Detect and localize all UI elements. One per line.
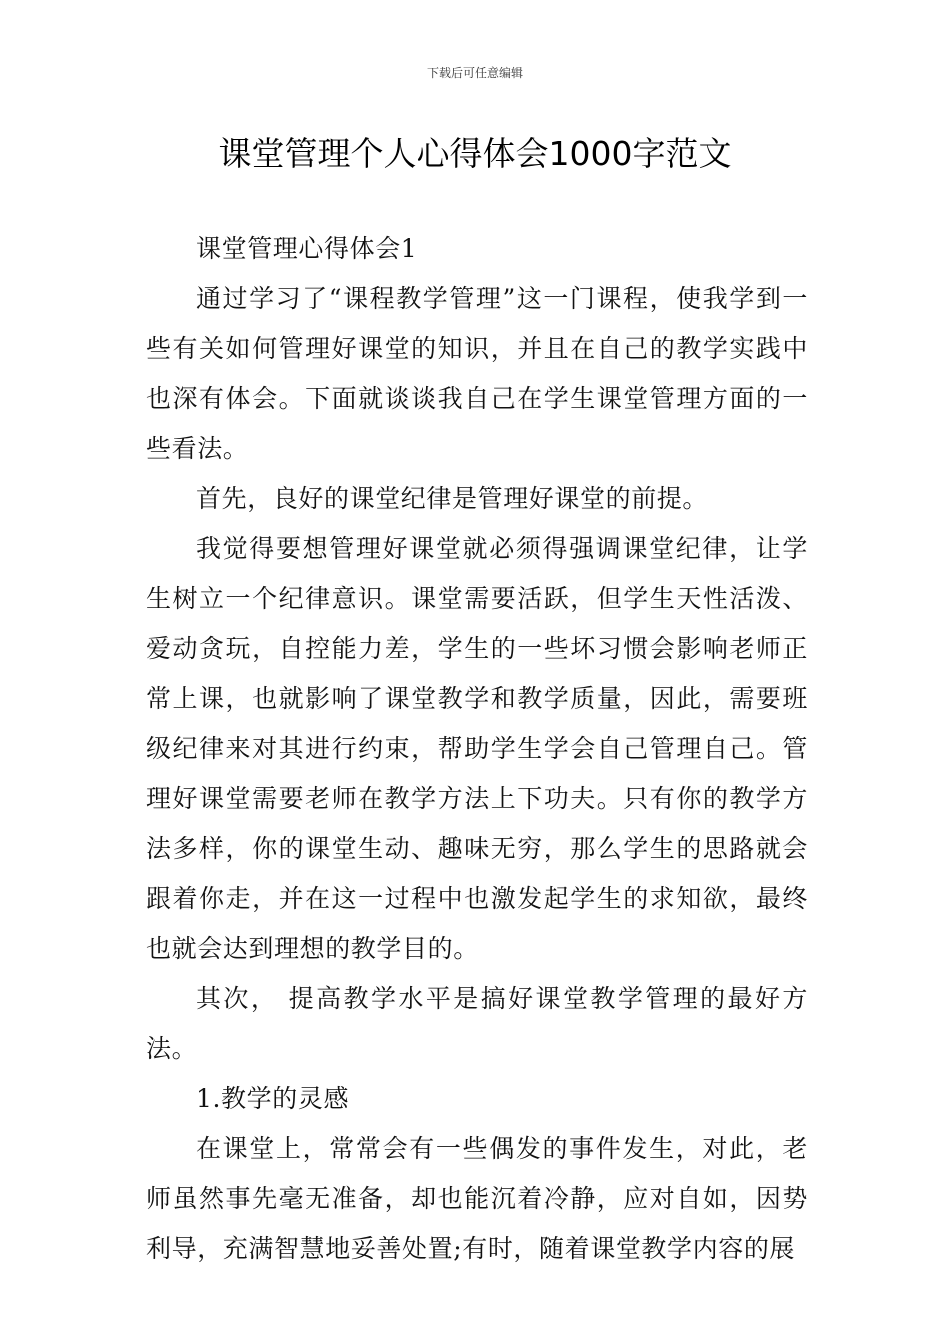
document-body (146, 224, 808, 1274)
section-heading: 课堂管理心得体会1 (196, 234, 418, 263)
paragraph: 其次， 提高教学水平是搞好课堂教学管理的最好方法。 (146, 984, 808, 1063)
paragraph: 在课堂上，常常会有一些偶发的事件发生，对此，老师虽然事先毫无准备，却也能沉着冷静，应对自如，因势利导，充满智慧地妥善处置;有时，随着课堂教学内容的展 (146, 1134, 808, 1263)
document-title: 课堂管理个人心得体会1000字范文 (218, 134, 732, 173)
header-note: 下载后可任意编辑 (426, 66, 523, 80)
paragraph: 首先，良好的课堂纪律是管理好课堂的前提。 (196, 484, 709, 513)
paragraph: 我觉得要想管理好课堂就必须得强调课堂纪律，让学生树立一个纪律意识。课堂需要活跃，但学生天性活泼、爱动贪玩，自控能力差，学生的一些坏习惯会影响老师正常上课，也就影响了课堂教学和教学质量，因此，需要班级纪律来对其进行约束，帮助学生学会自己管理自己。管理好课堂需要老师在教学方法上下功夫。只有你的教学方法多样，你的课堂生动、趣味无穷，那么学生的思路就会跟着你走，并在这一过程中也激发起学生的求知欲，最终也就会达到理想的教学目的。 (146, 534, 808, 963)
list-heading: 1.教学的灵感 (196, 1084, 350, 1113)
paragraph: 通过学习了“课程教学管理”这一门课程，使我学到一些有关如何管理好课堂的知识，并且在自己的教学实践中也深有体会。下面就谈谈我自己在学生课堂管理方面的一些看法。 (146, 284, 808, 463)
